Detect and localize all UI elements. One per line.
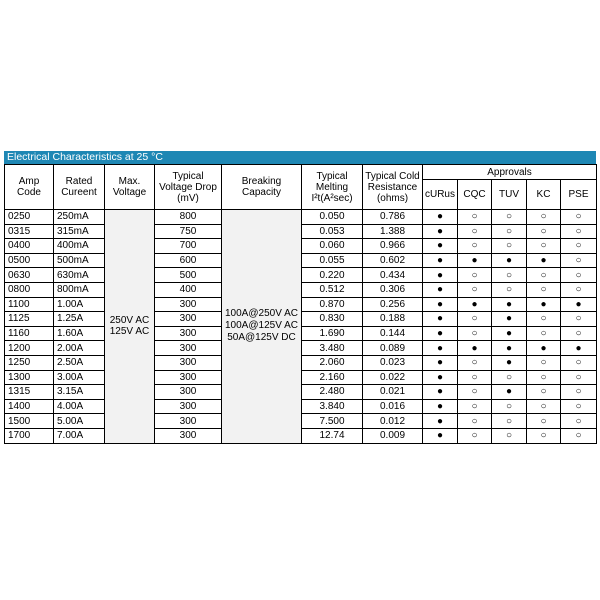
approval-curus-cell: ●	[423, 370, 458, 385]
header-max-voltage: Max. Voltage	[105, 165, 155, 210]
characteristics-table	[4, 164, 597, 444]
melting-cell: 0.055	[302, 253, 363, 268]
approval-tuv-cell: ○	[492, 210, 527, 225]
amp-code-cell: 0315	[5, 224, 54, 239]
approval-curus-cell: ●	[423, 210, 458, 225]
approval-kc-cell: ○	[527, 239, 561, 254]
approval-curus-cell: ●	[423, 297, 458, 312]
resistance-cell: 0.188	[363, 312, 423, 327]
voltage-drop-cell: 300	[155, 370, 222, 385]
voltage-drop-cell: 300	[155, 428, 222, 443]
approval-tuv-cell: ●	[492, 385, 527, 400]
rated-current-cell: 2.50A	[54, 355, 105, 370]
melting-cell: 2.060	[302, 355, 363, 370]
header-amp-code: Amp Code	[5, 165, 54, 210]
header-approval-pse: PSE	[561, 180, 597, 210]
approval-tuv-cell: ●	[492, 297, 527, 312]
approval-cqc-cell: ○	[458, 312, 492, 327]
melting-cell: 1.690	[302, 326, 363, 341]
melting-cell: 7.500	[302, 414, 363, 429]
resistance-cell: 0.786	[363, 210, 423, 225]
header-breaking-capacity: Breaking Capacity	[222, 165, 302, 210]
voltage-drop-cell: 800	[155, 210, 222, 225]
resistance-cell: 1.388	[363, 224, 423, 239]
approval-pse-cell: ○	[561, 399, 597, 414]
approval-curus-cell: ●	[423, 239, 458, 254]
header-approval-curus: cURus	[423, 180, 458, 210]
header-approval-tuv: TUV	[492, 180, 527, 210]
approval-pse-cell: ○	[561, 326, 597, 341]
amp-code-cell: 1250	[5, 355, 54, 370]
amp-code-cell: 1100	[5, 297, 54, 312]
approval-kc-cell: ○	[527, 428, 561, 443]
rated-current-cell: 3.00A	[54, 370, 105, 385]
approval-kc-cell: ○	[527, 399, 561, 414]
resistance-cell: 0.144	[363, 326, 423, 341]
breaking-capacity-line: 100A@250V AC	[225, 308, 298, 320]
amp-code-cell: 1160	[5, 326, 54, 341]
melting-cell: 2.160	[302, 370, 363, 385]
approval-pse-cell: ○	[561, 428, 597, 443]
approval-tuv-cell: ●	[492, 312, 527, 327]
voltage-drop-cell: 300	[155, 399, 222, 414]
approval-curus-cell: ●	[423, 341, 458, 356]
approval-cqc-cell: ○	[458, 428, 492, 443]
resistance-cell: 0.434	[363, 268, 423, 283]
approval-kc-cell: ○	[527, 224, 561, 239]
melting-cell: 12.74	[302, 428, 363, 443]
approval-pse-cell: ○	[561, 210, 597, 225]
melting-cell: 0.050	[302, 210, 363, 225]
amp-code-cell: 1200	[5, 341, 54, 356]
approval-pse-cell: ○	[561, 282, 597, 297]
approval-curus-cell: ●	[423, 312, 458, 327]
approval-cqc-cell: ○	[458, 268, 492, 283]
approval-kc-cell: ○	[527, 355, 561, 370]
approval-pse-cell: ○	[561, 312, 597, 327]
approval-kc-cell: ●	[527, 297, 561, 312]
voltage-drop-cell: 300	[155, 385, 222, 400]
rated-current-cell: 1.60A	[54, 326, 105, 341]
rated-current-cell: 4.00A	[54, 399, 105, 414]
voltage-drop-cell: 300	[155, 297, 222, 312]
resistance-cell: 0.023	[363, 355, 423, 370]
header-resistance: Typical Cold Resistance (ohms)	[363, 165, 423, 210]
max-voltage-line: 250V AC	[109, 315, 150, 327]
melting-cell: 3.840	[302, 399, 363, 414]
approval-curus-cell: ●	[423, 355, 458, 370]
resistance-cell: 0.022	[363, 370, 423, 385]
approval-curus-cell: ●	[423, 253, 458, 268]
melting-cell: 3.480	[302, 341, 363, 356]
max-voltage-line: 125V AC	[109, 326, 150, 338]
approval-tuv-cell: ○	[492, 414, 527, 429]
voltage-drop-cell: 300	[155, 326, 222, 341]
voltage-drop-cell: 400	[155, 282, 222, 297]
rated-current-cell: 630mA	[54, 268, 105, 283]
approval-cqc-cell: ○	[458, 282, 492, 297]
resistance-cell: 0.009	[363, 428, 423, 443]
rated-current-cell: 800mA	[54, 282, 105, 297]
approval-tuv-cell: ○	[492, 239, 527, 254]
approval-cqc-cell: ○	[458, 210, 492, 225]
breaking-capacity-line: 50A@125V DC	[227, 332, 296, 344]
resistance-cell: 0.966	[363, 239, 423, 254]
approval-cqc-cell: ○	[458, 355, 492, 370]
approval-tuv-cell: ○	[492, 268, 527, 283]
header-rated-current: Rated Cureent	[54, 165, 105, 210]
voltage-drop-cell: 750	[155, 224, 222, 239]
breaking-capacity-cell	[222, 210, 302, 444]
approval-tuv-cell: ○	[492, 282, 527, 297]
approval-curus-cell: ●	[423, 414, 458, 429]
amp-code-cell: 0250	[5, 210, 54, 225]
approval-cqc-cell: ○	[458, 414, 492, 429]
voltage-drop-cell: 300	[155, 341, 222, 356]
voltage-drop-cell: 300	[155, 312, 222, 327]
approval-tuv-cell: ●	[492, 326, 527, 341]
approval-curus-cell: ●	[423, 326, 458, 341]
rated-current-cell: 315mA	[54, 224, 105, 239]
approval-pse-cell: ○	[561, 370, 597, 385]
approval-kc-cell: ○	[527, 282, 561, 297]
melting-cell: 0.220	[302, 268, 363, 283]
approval-kc-cell: ○	[527, 370, 561, 385]
approval-pse-cell: ○	[561, 239, 597, 254]
approval-kc-cell: ●	[527, 253, 561, 268]
table-row	[5, 210, 597, 225]
approval-kc-cell: ○	[527, 385, 561, 400]
table-body	[5, 210, 597, 444]
approval-curus-cell: ●	[423, 224, 458, 239]
approval-tuv-cell: ○	[492, 224, 527, 239]
rated-current-cell: 5.00A	[54, 414, 105, 429]
approval-cqc-cell: ○	[458, 239, 492, 254]
approval-cqc-cell: ●	[458, 341, 492, 356]
rated-current-cell: 1.00A	[54, 297, 105, 312]
approval-kc-cell: ○	[527, 414, 561, 429]
approval-cqc-cell: ○	[458, 326, 492, 341]
resistance-cell: 0.089	[363, 341, 423, 356]
amp-code-cell: 0630	[5, 268, 54, 283]
rated-current-cell: 500mA	[54, 253, 105, 268]
header-approval-cqc: CQC	[458, 180, 492, 210]
amp-code-cell: 1700	[5, 428, 54, 443]
melting-cell: 0.053	[302, 224, 363, 239]
max-voltage-cell	[105, 210, 155, 444]
approval-kc-cell: ○	[527, 268, 561, 283]
approval-cqc-cell: ●	[458, 253, 492, 268]
header-voltage-drop: Typical Voltage Drop (mV)	[155, 165, 222, 210]
resistance-cell: 0.602	[363, 253, 423, 268]
header-approval-kc: KC	[527, 180, 561, 210]
voltage-drop-cell: 700	[155, 239, 222, 254]
approval-curus-cell: ●	[423, 428, 458, 443]
melting-cell: 2.480	[302, 385, 363, 400]
approval-pse-cell: ○	[561, 253, 597, 268]
approval-kc-cell: ○	[527, 326, 561, 341]
voltage-drop-cell: 500	[155, 268, 222, 283]
approval-pse-cell: ●	[561, 341, 597, 356]
approval-kc-cell: ●	[527, 341, 561, 356]
approval-kc-cell: ○	[527, 312, 561, 327]
approval-cqc-cell: ○	[458, 224, 492, 239]
rated-current-cell: 7.00A	[54, 428, 105, 443]
rated-current-cell: 400mA	[54, 239, 105, 254]
approval-pse-cell: ○	[561, 224, 597, 239]
header-melting: Typical Melting I²t(A²sec)	[302, 165, 363, 210]
approval-curus-cell: ●	[423, 282, 458, 297]
table-title: Electrical Characteristics at 25 °C	[4, 151, 596, 164]
melting-cell: 0.512	[302, 282, 363, 297]
approval-curus-cell: ●	[423, 399, 458, 414]
approval-curus-cell: ●	[423, 268, 458, 283]
approval-cqc-cell: ○	[458, 370, 492, 385]
resistance-cell: 0.012	[363, 414, 423, 429]
breaking-capacity-line: 100A@125V AC	[225, 320, 298, 332]
rated-current-cell: 250mA	[54, 210, 105, 225]
amp-code-cell: 1500	[5, 414, 54, 429]
approval-pse-cell: ●	[561, 297, 597, 312]
rated-current-cell: 3.15A	[54, 385, 105, 400]
amp-code-cell: 0500	[5, 253, 54, 268]
amp-code-cell: 1300	[5, 370, 54, 385]
rated-current-cell: 1.25A	[54, 312, 105, 327]
amp-code-cell: 1125	[5, 312, 54, 327]
amp-code-cell: 0800	[5, 282, 54, 297]
resistance-cell: 0.306	[363, 282, 423, 297]
approval-pse-cell: ○	[561, 355, 597, 370]
amp-code-cell: 1400	[5, 399, 54, 414]
resistance-cell: 0.021	[363, 385, 423, 400]
approval-tuv-cell: ○	[492, 399, 527, 414]
approval-kc-cell: ○	[527, 210, 561, 225]
approval-pse-cell: ○	[561, 268, 597, 283]
rated-current-cell: 2.00A	[54, 341, 105, 356]
approval-tuv-cell: ●	[492, 355, 527, 370]
approval-pse-cell: ○	[561, 385, 597, 400]
melting-cell: 0.060	[302, 239, 363, 254]
voltage-drop-cell: 600	[155, 253, 222, 268]
resistance-cell: 0.016	[363, 399, 423, 414]
approval-tuv-cell: ○	[492, 428, 527, 443]
melting-cell: 0.870	[302, 297, 363, 312]
header-approvals: Approvals	[423, 165, 597, 180]
approval-curus-cell: ●	[423, 385, 458, 400]
approval-pse-cell: ○	[561, 414, 597, 429]
voltage-drop-cell: 300	[155, 414, 222, 429]
approval-tuv-cell: ●	[492, 341, 527, 356]
approval-tuv-cell: ●	[492, 253, 527, 268]
approval-cqc-cell: ○	[458, 385, 492, 400]
amp-code-cell: 1315	[5, 385, 54, 400]
amp-code-cell: 0400	[5, 239, 54, 254]
melting-cell: 0.830	[302, 312, 363, 327]
approval-tuv-cell: ○	[492, 370, 527, 385]
resistance-cell: 0.256	[363, 297, 423, 312]
electrical-characteristics-table-wrapper	[4, 151, 596, 444]
approval-cqc-cell: ○	[458, 399, 492, 414]
voltage-drop-cell: 300	[155, 355, 222, 370]
approval-cqc-cell: ●	[458, 297, 492, 312]
